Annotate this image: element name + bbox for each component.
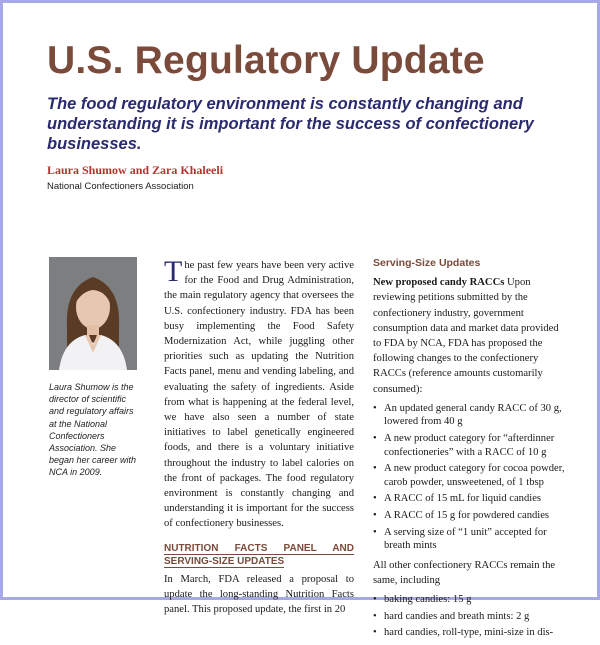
intro-text: he past few years have been very active for the Food and Drug Administration, the main regulatory agency that oversees the U.S. confectionery industry. FDA has been busy implementing the Food Safety Modernization Act, while juggling other priorities such as updating the Nutrition Facts panel, menu and vending labeling, and evaluating the safety of ingredients. Aside from what is happening at the federal level, we have also seen a number of state initiatives to label genetically engineered foods, and there is a voluntary initiative throughout the industry to label calories on the front of packages. The food regulatory environment is constantly changing and understanding it is important for the success of confectionery businesses. <box>164 260 354 530</box>
article-column-1 <box>164 255 354 617</box>
author-affiliation: National Confectioners Association <box>47 181 194 192</box>
other-text: All other confectionery RACCs remain the same, including <box>373 559 556 586</box>
list-item: • An updated general candy RACC of 30 g, lowered from 40 g <box>373 402 568 429</box>
list-item: • hard candies and breath mints: 2 g <box>373 610 568 624</box>
list-item: • A RACC of 15 mL for liquid candies <box>373 492 568 506</box>
lead-paragraph <box>373 275 568 397</box>
lead-bold: New proposed candy RACCs <box>373 277 505 289</box>
lead-text: Upon reviewing petitions submitted by the confectionery industry, government consumption data and market data provided to FDA by NCA, FDA has proposed the following changes to the confectionery RACCs (reference amounts customarily consumed): <box>373 277 559 395</box>
drop-cap: T <box>164 255 183 288</box>
list-item: • A RACC of 15 g for powdered candies <box>373 509 568 523</box>
serving-size-heading: Serving-Size Updates <box>373 257 481 269</box>
list-item: • hard candies, roll-type, mini-size in dis- <box>373 626 568 640</box>
author-portrait-icon <box>49 257 137 370</box>
unchanged-racc-list <box>373 593 568 640</box>
article-column-2 <box>373 256 568 645</box>
racc-list <box>373 402 568 553</box>
intro-paragraph <box>164 255 354 532</box>
list-item: • A new product category for “afterdinner confectioneries” with a RACC of 10 g <box>373 432 568 459</box>
list-item: • A serving size of “1 unit” accepted for breath mints <box>373 526 568 553</box>
list-item: • A new product category for cocoa powder, carob powder, unsweetened, of 1 tbsp <box>373 462 568 489</box>
article-subtitle: The food regulatory environment is constantly changing and understanding it is important for the success of confectionery businesses. <box>47 95 534 153</box>
article-authors: Laura Shumow and Zara Khaleeli <box>47 163 224 177</box>
section-heading-nutrition: NUTRITION FACTS PANEL AND SERVING-SIZE UPDATES <box>164 542 354 567</box>
section-text: In March, FDA released a proposal to update the long-standing Nutrition Facts panel. This proposed update, the first in 20 <box>164 573 354 616</box>
article-title: U.S. Regulatory Update <box>47 39 485 82</box>
author-caption: Laura Shumow is the director of scientific and regulatory affairs at the National Confectioners Association. She began her career with NCA in 2009. <box>49 382 137 478</box>
list-item: • baking candies: 15 g <box>373 593 568 607</box>
